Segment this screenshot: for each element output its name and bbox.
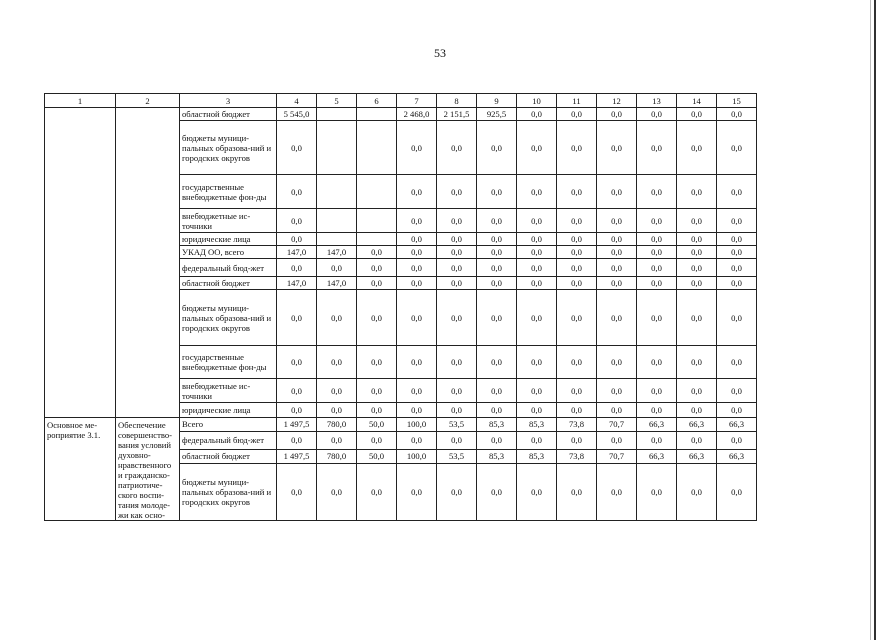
- value-cell: 0,0: [637, 121, 677, 175]
- value-cell: 0,0: [637, 290, 677, 346]
- value-cell: 0,0: [477, 233, 517, 246]
- value-cell: 50,0: [357, 449, 397, 463]
- value-cell: 0,0: [677, 121, 717, 175]
- value-cell: 85,3: [517, 449, 557, 463]
- value-cell: 0,0: [677, 463, 717, 520]
- value-cell: 0,0: [557, 403, 597, 418]
- column-header: 7: [397, 94, 437, 108]
- value-cell: 0,0: [277, 259, 317, 277]
- value-cell: [357, 108, 397, 121]
- funding-source-cell: юридические лица: [180, 403, 277, 418]
- value-cell: 147,0: [317, 246, 357, 259]
- funding-source-cell: Всего: [180, 418, 277, 432]
- value-cell: 0,0: [677, 175, 717, 209]
- value-cell: 0,0: [477, 379, 517, 403]
- column-header: 2: [116, 94, 180, 108]
- value-cell: 0,0: [397, 290, 437, 346]
- value-cell: 0,0: [677, 403, 717, 418]
- value-cell: 0,0: [557, 246, 597, 259]
- value-cell: 0,0: [637, 463, 677, 520]
- value-cell: 0,0: [677, 259, 717, 277]
- value-cell: 0,0: [397, 121, 437, 175]
- value-cell: [357, 209, 397, 233]
- value-cell: 0,0: [477, 431, 517, 449]
- value-cell: 0,0: [277, 175, 317, 209]
- value-cell: 0,0: [677, 379, 717, 403]
- value-cell: 0,0: [477, 463, 517, 520]
- funding-source-cell: УКАД ОО, всего: [180, 246, 277, 259]
- value-cell: 0,0: [597, 379, 637, 403]
- column-header: 6: [357, 94, 397, 108]
- value-cell: 2 468,0: [397, 108, 437, 121]
- activity-description-cell: Обеспечение совершенство-вания условий духовно-нравственного и гражданско-патриотиче-ского воспи-тания молоде-жи как осно-: [116, 418, 180, 521]
- value-cell: 85,3: [517, 418, 557, 432]
- funding-source-cell: областной бюджет: [180, 108, 277, 121]
- value-cell: 0,0: [557, 108, 597, 121]
- value-cell: 0,0: [517, 290, 557, 346]
- value-cell: 0,0: [397, 403, 437, 418]
- value-cell: 0,0: [597, 108, 637, 121]
- value-cell: 0,0: [477, 277, 517, 290]
- value-cell: 0,0: [517, 233, 557, 246]
- value-cell: [317, 108, 357, 121]
- value-cell: 0,0: [437, 431, 477, 449]
- funding-source-cell: областной бюджет: [180, 277, 277, 290]
- column-header: 11: [557, 94, 597, 108]
- value-cell: 0,0: [717, 403, 757, 418]
- value-cell: 0,0: [717, 175, 757, 209]
- value-cell: 100,0: [397, 449, 437, 463]
- value-cell: 0,0: [557, 277, 597, 290]
- value-cell: 780,0: [317, 418, 357, 432]
- value-cell: 0,0: [517, 431, 557, 449]
- value-cell: 0,0: [357, 463, 397, 520]
- value-cell: 0,0: [277, 379, 317, 403]
- value-cell: 0,0: [557, 431, 597, 449]
- scan-edge: [870, 0, 871, 640]
- value-cell: 0,0: [477, 175, 517, 209]
- value-cell: 0,0: [517, 346, 557, 379]
- value-cell: 0,0: [437, 346, 477, 379]
- value-cell: 0,0: [557, 175, 597, 209]
- value-cell: 0,0: [637, 108, 677, 121]
- value-cell: 0,0: [437, 403, 477, 418]
- value-cell: 0,0: [717, 121, 757, 175]
- value-cell: 0,0: [677, 209, 717, 233]
- value-cell: 147,0: [277, 246, 317, 259]
- value-cell: 0,0: [637, 379, 677, 403]
- value-cell: 0,0: [517, 175, 557, 209]
- value-cell: 0,0: [277, 431, 317, 449]
- value-cell: 0,0: [557, 346, 597, 379]
- value-cell: 0,0: [597, 277, 637, 290]
- value-cell: 0,0: [637, 259, 677, 277]
- funding-source-cell: федеральный бюд-жет: [180, 259, 277, 277]
- value-cell: 66,3: [677, 449, 717, 463]
- value-cell: 100,0: [397, 418, 437, 432]
- value-cell: 0,0: [357, 246, 397, 259]
- funding-source-cell: государственные внебюджетные фон-ды: [180, 175, 277, 209]
- value-cell: 0,0: [437, 246, 477, 259]
- value-cell: 0,0: [397, 463, 437, 520]
- funding-source-cell: областной бюджет: [180, 449, 277, 463]
- table-header-row: [45, 94, 757, 108]
- funding-source-cell: внебюджетные ис-точники: [180, 379, 277, 403]
- value-cell: 85,3: [477, 449, 517, 463]
- value-cell: 0,0: [437, 463, 477, 520]
- funding-source-cell: внебюджетные ис-точники: [180, 209, 277, 233]
- value-cell: 0,0: [397, 209, 437, 233]
- value-cell: [317, 209, 357, 233]
- column-header: 10: [517, 94, 557, 108]
- value-cell: 0,0: [317, 379, 357, 403]
- value-cell: 0,0: [637, 209, 677, 233]
- value-cell: 0,0: [397, 379, 437, 403]
- column-header: 3: [180, 94, 277, 108]
- activity-name-cell: [45, 108, 116, 418]
- column-header: 1: [45, 94, 116, 108]
- value-cell: 0,0: [717, 209, 757, 233]
- value-cell: 1 497,5: [277, 449, 317, 463]
- value-cell: 2 151,5: [437, 108, 477, 121]
- value-cell: 73,8: [557, 449, 597, 463]
- value-cell: 0,0: [557, 379, 597, 403]
- value-cell: 0,0: [317, 403, 357, 418]
- value-cell: 0,0: [637, 233, 677, 246]
- funding-source-cell: юридические лица: [180, 233, 277, 246]
- value-cell: 0,0: [677, 246, 717, 259]
- value-cell: 0,0: [477, 246, 517, 259]
- value-cell: 0,0: [597, 346, 637, 379]
- value-cell: 0,0: [517, 277, 557, 290]
- value-cell: 0,0: [557, 209, 597, 233]
- value-cell: 0,0: [437, 277, 477, 290]
- value-cell: [317, 121, 357, 175]
- value-cell: 0,0: [637, 346, 677, 379]
- column-header: 5: [317, 94, 357, 108]
- value-cell: 0,0: [277, 290, 317, 346]
- value-cell: 0,0: [397, 346, 437, 379]
- value-cell: 66,3: [677, 418, 717, 432]
- value-cell: 0,0: [637, 277, 677, 290]
- value-cell: 0,0: [437, 259, 477, 277]
- value-cell: 0,0: [317, 346, 357, 379]
- value-cell: 0,0: [357, 431, 397, 449]
- funding-source-cell: бюджеты муници-пальных образова-ний и городских округов: [180, 463, 277, 520]
- value-cell: 0,0: [717, 290, 757, 346]
- value-cell: 0,0: [277, 121, 317, 175]
- value-cell: 0,0: [317, 259, 357, 277]
- value-cell: 0,0: [717, 259, 757, 277]
- value-cell: [317, 175, 357, 209]
- value-cell: 0,0: [517, 463, 557, 520]
- value-cell: 0,0: [677, 233, 717, 246]
- value-cell: 0,0: [557, 290, 597, 346]
- value-cell: 0,0: [517, 259, 557, 277]
- column-header: 8: [437, 94, 477, 108]
- value-cell: 5 545,0: [277, 108, 317, 121]
- value-cell: 0,0: [477, 259, 517, 277]
- value-cell: 0,0: [357, 346, 397, 379]
- value-cell: 0,0: [557, 121, 597, 175]
- funding-source-cell: федеральный бюд-жет: [180, 431, 277, 449]
- value-cell: [357, 121, 397, 175]
- value-cell: 0,0: [437, 379, 477, 403]
- value-cell: 0,0: [557, 233, 597, 246]
- value-cell: 0,0: [677, 431, 717, 449]
- value-cell: 0,0: [517, 121, 557, 175]
- value-cell: 0,0: [397, 175, 437, 209]
- value-cell: 0,0: [597, 259, 637, 277]
- column-header: 4: [277, 94, 317, 108]
- value-cell: 66,3: [637, 418, 677, 432]
- value-cell: 0,0: [397, 233, 437, 246]
- value-cell: 0,0: [477, 403, 517, 418]
- value-cell: 0,0: [517, 209, 557, 233]
- value-cell: 0,0: [517, 379, 557, 403]
- value-cell: 0,0: [437, 175, 477, 209]
- value-cell: 0,0: [597, 209, 637, 233]
- value-cell: 0,0: [437, 209, 477, 233]
- scan-edge: [874, 0, 876, 640]
- budget-table-body: [45, 94, 757, 521]
- value-cell: 0,0: [277, 346, 317, 379]
- value-cell: 0,0: [477, 209, 517, 233]
- value-cell: 0,0: [357, 259, 397, 277]
- funding-source-cell: бюджеты муници-пальных образова-ний и городских округов: [180, 121, 277, 175]
- value-cell: 0,0: [277, 209, 317, 233]
- table-row: [45, 108, 757, 121]
- value-cell: 0,0: [477, 290, 517, 346]
- value-cell: 0,0: [277, 403, 317, 418]
- value-cell: 0,0: [357, 277, 397, 290]
- value-cell: 0,0: [637, 431, 677, 449]
- value-cell: 780,0: [317, 449, 357, 463]
- value-cell: 0,0: [517, 108, 557, 121]
- column-header: 14: [677, 94, 717, 108]
- value-cell: 0,0: [677, 290, 717, 346]
- value-cell: 0,0: [477, 121, 517, 175]
- value-cell: 0,0: [437, 233, 477, 246]
- value-cell: 0,0: [357, 403, 397, 418]
- value-cell: 0,0: [717, 233, 757, 246]
- value-cell: 147,0: [317, 277, 357, 290]
- column-header: 13: [637, 94, 677, 108]
- value-cell: 0,0: [557, 259, 597, 277]
- value-cell: 0,0: [637, 403, 677, 418]
- value-cell: 0,0: [597, 403, 637, 418]
- value-cell: 0,0: [397, 259, 437, 277]
- value-cell: 66,3: [717, 418, 757, 432]
- table-row: [45, 418, 757, 432]
- value-cell: 0,0: [597, 233, 637, 246]
- value-cell: 0,0: [277, 463, 317, 520]
- activity-name-cell: Основное ме-роприятие 3.1.: [45, 418, 116, 521]
- value-cell: 0,0: [517, 403, 557, 418]
- value-cell: 53,5: [437, 418, 477, 432]
- value-cell: 0,0: [357, 379, 397, 403]
- value-cell: 1 497,5: [277, 418, 317, 432]
- value-cell: [357, 233, 397, 246]
- value-cell: 0,0: [597, 290, 637, 346]
- value-cell: 0,0: [597, 431, 637, 449]
- value-cell: 0,0: [637, 246, 677, 259]
- value-cell: 0,0: [437, 121, 477, 175]
- value-cell: 70,7: [597, 418, 637, 432]
- value-cell: 0,0: [677, 108, 717, 121]
- value-cell: 0,0: [517, 246, 557, 259]
- funding-source-cell: государственные внебюджетные фон-ды: [180, 346, 277, 379]
- value-cell: 0,0: [597, 121, 637, 175]
- value-cell: 66,3: [717, 449, 757, 463]
- page-number: 53: [434, 46, 446, 60]
- value-cell: 0,0: [717, 346, 757, 379]
- value-cell: 0,0: [317, 290, 357, 346]
- budget-table: [44, 93, 757, 521]
- value-cell: 0,0: [437, 290, 477, 346]
- value-cell: 0,0: [397, 431, 437, 449]
- value-cell: 0,0: [597, 175, 637, 209]
- value-cell: [317, 233, 357, 246]
- funding-source-cell: бюджеты муници-пальных образова-ний и городских округов: [180, 290, 277, 346]
- value-cell: 0,0: [717, 277, 757, 290]
- column-header: 9: [477, 94, 517, 108]
- value-cell: 0,0: [717, 379, 757, 403]
- value-cell: 0,0: [717, 108, 757, 121]
- value-cell: 85,3: [477, 418, 517, 432]
- column-header: 15: [717, 94, 757, 108]
- value-cell: 0,0: [277, 233, 317, 246]
- value-cell: 50,0: [357, 418, 397, 432]
- value-cell: 0,0: [677, 277, 717, 290]
- value-cell: 0,0: [357, 290, 397, 346]
- value-cell: 0,0: [677, 346, 717, 379]
- value-cell: 0,0: [717, 463, 757, 520]
- value-cell: 53,5: [437, 449, 477, 463]
- value-cell: 147,0: [277, 277, 317, 290]
- value-cell: 0,0: [317, 431, 357, 449]
- value-cell: 0,0: [717, 431, 757, 449]
- value-cell: 73,8: [557, 418, 597, 432]
- activity-description-cell: [116, 108, 180, 418]
- value-cell: 0,0: [397, 246, 437, 259]
- value-cell: 0,0: [397, 277, 437, 290]
- value-cell: 0,0: [717, 246, 757, 259]
- value-cell: 0,0: [597, 246, 637, 259]
- value-cell: 0,0: [637, 175, 677, 209]
- value-cell: 0,0: [317, 463, 357, 520]
- value-cell: 0,0: [597, 463, 637, 520]
- column-header: 12: [597, 94, 637, 108]
- value-cell: 66,3: [637, 449, 677, 463]
- value-cell: 925,5: [477, 108, 517, 121]
- value-cell: [357, 175, 397, 209]
- value-cell: 70,7: [597, 449, 637, 463]
- value-cell: 0,0: [477, 346, 517, 379]
- value-cell: 0,0: [557, 463, 597, 520]
